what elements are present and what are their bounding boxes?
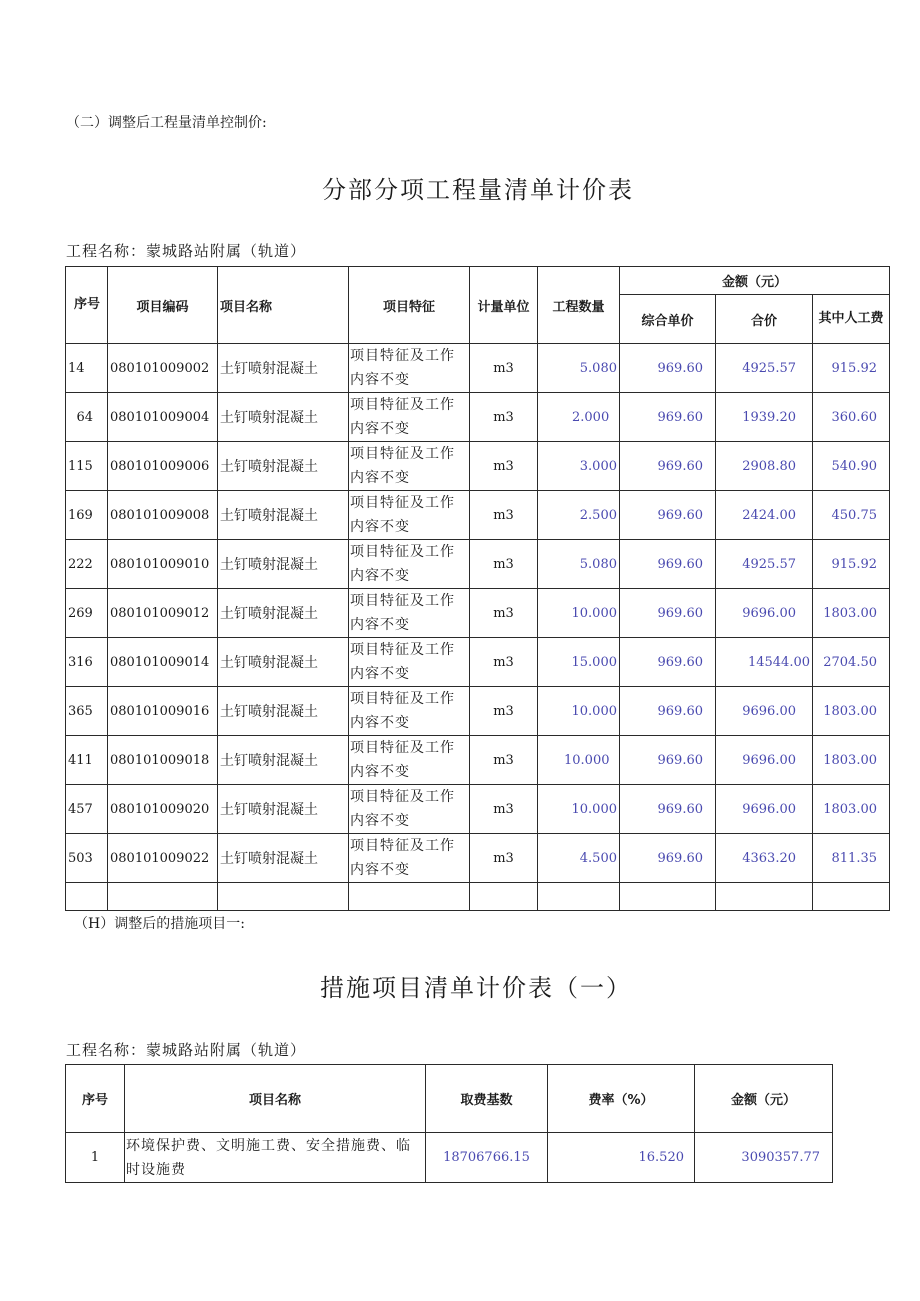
row-unit-price: 969.60: [620, 834, 716, 883]
header-code: 项目编码: [108, 267, 218, 344]
row-unit-price: 969.60: [620, 736, 716, 785]
row-total: 4925.57: [716, 540, 813, 589]
row-qty: 3.000: [538, 442, 620, 491]
row-amount: 3090357.77: [695, 1133, 833, 1183]
row-total: 9696.00: [716, 687, 813, 736]
row-seq: 503: [66, 834, 108, 883]
row-code: 080101009016: [108, 687, 218, 736]
row-labor: 915.92: [813, 344, 890, 393]
row-unit-price: 969.60: [620, 540, 716, 589]
row-total: 9696.00: [716, 785, 813, 834]
row-unit: m3: [470, 834, 538, 883]
row-total: 14544.00: [716, 638, 813, 687]
header-feature: 项目特征: [349, 267, 470, 344]
row-seq: 365: [66, 687, 108, 736]
row-labor: 1803.00: [813, 736, 890, 785]
empty-cell: [716, 883, 813, 911]
row-name: 土钉喷射混凝土: [218, 491, 349, 540]
row-code: 080101009004: [108, 393, 218, 442]
row-labor: 811.35: [813, 834, 890, 883]
row-name: 土钉喷射混凝土: [218, 540, 349, 589]
row-qty: 5.080: [538, 540, 620, 589]
row-name: 土钉喷射混凝土: [218, 687, 349, 736]
row-seq: 169: [66, 491, 108, 540]
row-unit-price: 969.60: [620, 687, 716, 736]
row-unit: m3: [470, 687, 538, 736]
section2-project-name: 工程名称：蒙城路站附属（轨道）: [66, 1041, 307, 1059]
row-unit: m3: [470, 540, 538, 589]
row-unit-price: 969.60: [620, 589, 716, 638]
row-seq: 457: [66, 785, 108, 834]
row-name: 环境保护费、文明施工费、安全措施费、临时设施费: [125, 1133, 426, 1183]
row-labor: 915.92: [813, 540, 890, 589]
row-unit-price: 969.60: [620, 491, 716, 540]
empty-cell: [218, 883, 349, 911]
row-feature: 项目特征及工作内容不变: [349, 393, 470, 442]
empty-cell: [470, 883, 538, 911]
row-name: 土钉喷射混凝土: [218, 393, 349, 442]
header-base: 取费基数: [426, 1065, 548, 1133]
row-unit-price: 969.60: [620, 638, 716, 687]
row-name: 土钉喷射混凝土: [218, 736, 349, 785]
row-name: 土钉喷射混凝土: [218, 589, 349, 638]
row-qty: 2.000: [538, 393, 620, 442]
row-total: 2908.80: [716, 442, 813, 491]
row-feature: 项目特征及工作内容不变: [349, 638, 470, 687]
row-total: 2424.00: [716, 491, 813, 540]
empty-row: [66, 883, 890, 911]
row-total: 4925.57: [716, 344, 813, 393]
row-seq: 411: [66, 736, 108, 785]
row-qty: 10.000: [538, 736, 620, 785]
row-qty: 15.000: [538, 638, 620, 687]
header-name: 项目名称: [125, 1065, 426, 1133]
row-labor: 1803.00: [813, 589, 890, 638]
row-seq: 1: [66, 1133, 125, 1183]
row-unit-price: 969.60: [620, 785, 716, 834]
section2-title: 措施项目清单计价表（一）: [320, 974, 632, 1002]
row-feature: 项目特征及工作内容不变: [349, 344, 470, 393]
row-qty: 2.500: [538, 491, 620, 540]
row-code: 080101009018: [108, 736, 218, 785]
row-unit-price: 969.60: [620, 442, 716, 491]
row-seq: 222: [66, 540, 108, 589]
row-feature: 项目特征及工作内容不变: [349, 785, 470, 834]
row-qty: 5.080: [538, 344, 620, 393]
row-total: 1939.20: [716, 393, 813, 442]
row-total: 9696.00: [716, 736, 813, 785]
measures-table: [65, 1064, 833, 1183]
row-feature: 项目特征及工作内容不变: [349, 687, 470, 736]
empty-cell: [538, 883, 620, 911]
row-seq: 316: [66, 638, 108, 687]
row-code: 080101009014: [108, 638, 218, 687]
row-seq: 64: [66, 393, 108, 442]
header-name: 项目名称: [218, 267, 349, 344]
table-row: [66, 589, 890, 638]
row-unit-price: 969.60: [620, 344, 716, 393]
table-row: [66, 785, 890, 834]
header-unit: 计量单位: [470, 267, 538, 344]
row-qty: 4.500: [538, 834, 620, 883]
row-unit: m3: [470, 344, 538, 393]
row-name: 土钉喷射混凝土: [218, 442, 349, 491]
row-feature: 项目特征及工作内容不变: [349, 540, 470, 589]
table-row: [66, 540, 890, 589]
table-row: [66, 687, 890, 736]
row-unit: m3: [470, 736, 538, 785]
row-unit: m3: [470, 785, 538, 834]
row-code: 080101009010: [108, 540, 218, 589]
row-qty: 10.000: [538, 589, 620, 638]
row-labor: 1803.00: [813, 785, 890, 834]
table-row: [66, 393, 890, 442]
empty-cell: [108, 883, 218, 911]
row-labor: 360.60: [813, 393, 890, 442]
row-unit: m3: [470, 393, 538, 442]
row-base: 18706766.15: [426, 1133, 548, 1183]
row-unit: m3: [470, 491, 538, 540]
row-name: 土钉喷射混凝土: [218, 344, 349, 393]
row-name: 土钉喷射混凝土: [218, 834, 349, 883]
table-row: [66, 834, 890, 883]
section1-note: （二）调整后工程量清单控制价:: [66, 115, 267, 131]
row-feature: 项目特征及工作内容不变: [349, 834, 470, 883]
row-labor: 1803.00: [813, 687, 890, 736]
row-feature: 项目特征及工作内容不变: [349, 442, 470, 491]
row-unit: m3: [470, 442, 538, 491]
row-code: 080101009020: [108, 785, 218, 834]
header-labor: 其中人工费: [813, 295, 890, 344]
row-feature: 项目特征及工作内容不变: [349, 491, 470, 540]
row-unit-price: 969.60: [620, 393, 716, 442]
empty-cell: [349, 883, 470, 911]
table-row: [66, 442, 890, 491]
row-feature: 项目特征及工作内容不变: [349, 589, 470, 638]
section1-project-name: 工程名称：蒙城路站附属（轨道）: [66, 242, 307, 260]
row-seq: 115: [66, 442, 108, 491]
section1-title: 分部分项工程量清单计价表: [322, 176, 634, 204]
table-row: [66, 344, 890, 393]
header-seq: 序号: [66, 1065, 125, 1133]
bill-of-quantities-table: [65, 266, 890, 911]
row-seq: 14: [66, 344, 108, 393]
row-code: 080101009008: [108, 491, 218, 540]
row-qty: 10.000: [538, 687, 620, 736]
row-feature: 项目特征及工作内容不变: [349, 736, 470, 785]
header-unit-price: 综合单价: [620, 295, 716, 344]
table-row: [66, 736, 890, 785]
row-rate: 16.520: [548, 1133, 695, 1183]
table-row: [66, 1133, 833, 1183]
row-name: 土钉喷射混凝土: [218, 638, 349, 687]
empty-cell: [66, 883, 108, 911]
row-code: 080101009012: [108, 589, 218, 638]
row-unit: m3: [470, 638, 538, 687]
table-row: [66, 638, 890, 687]
row-total: 9696.00: [716, 589, 813, 638]
row-code: 080101009002: [108, 344, 218, 393]
section2-note: （H）调整后的措施项目一:: [74, 916, 245, 932]
row-labor: 540.90: [813, 442, 890, 491]
row-code: 080101009022: [108, 834, 218, 883]
row-total: 4363.20: [716, 834, 813, 883]
row-seq: 269: [66, 589, 108, 638]
empty-cell: [813, 883, 890, 911]
row-labor: 2704.50: [813, 638, 890, 687]
row-labor: 450.75: [813, 491, 890, 540]
header-amount: 金额（元）: [695, 1065, 833, 1133]
row-name: 土钉喷射混凝土: [218, 785, 349, 834]
table-row: [66, 491, 890, 540]
row-code: 080101009006: [108, 442, 218, 491]
row-unit: m3: [470, 589, 538, 638]
row-qty: 10.000: [538, 785, 620, 834]
header-rate: 费率（%）: [548, 1065, 695, 1133]
header-seq: 序号: [66, 267, 108, 344]
header-total: 合价: [716, 295, 813, 344]
header-amount: 金额（元）: [620, 267, 890, 295]
empty-cell: [620, 883, 716, 911]
header-qty: 工程数量: [538, 267, 620, 344]
